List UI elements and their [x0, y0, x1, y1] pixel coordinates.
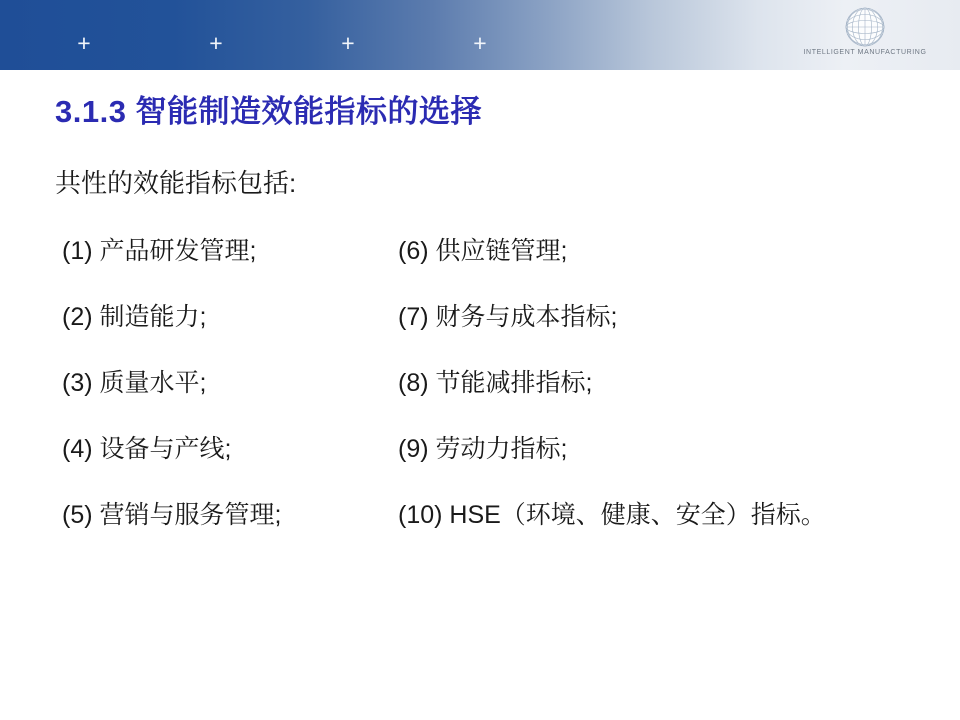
list-item: (5) 营销与服务管理; — [62, 501, 282, 529]
indicator-list-left — [62, 234, 281, 532]
header-band — [0, 0, 960, 70]
indicator-list-right — [398, 234, 826, 532]
wireframe-globe-icon — [844, 6, 886, 48]
list-item: (4) 设备与产线; — [62, 435, 232, 463]
slide-title: 3.1.3 智能制造效能指标的选择 — [55, 94, 483, 129]
plus-decoration-icon: + — [473, 30, 487, 56]
list-item: (7) 财务与成本指标; — [398, 303, 618, 331]
list-item: (8) 节能减排指标; — [398, 369, 593, 397]
logo-caption: INTELLIGENT MANUFACTURING — [803, 49, 927, 56]
plus-decoration-icon: + — [209, 30, 223, 56]
list-item: (3) 质量水平; — [62, 369, 207, 397]
list-item: (10) HSE（环境、健康、安全）指标。 — [398, 501, 826, 529]
plus-decoration-icon: + — [77, 30, 91, 56]
intro-text: 共性的效能指标包括: — [55, 168, 297, 198]
list-item: (6) 供应链管理; — [398, 237, 568, 265]
list-item: (1) 产品研发管理; — [62, 237, 257, 265]
list-item: (2) 制造能力; — [62, 303, 207, 331]
plus-decoration-icon: + — [341, 30, 355, 56]
company-logo — [800, 6, 930, 68]
list-item: (9) 劳动力指标; — [398, 435, 568, 463]
